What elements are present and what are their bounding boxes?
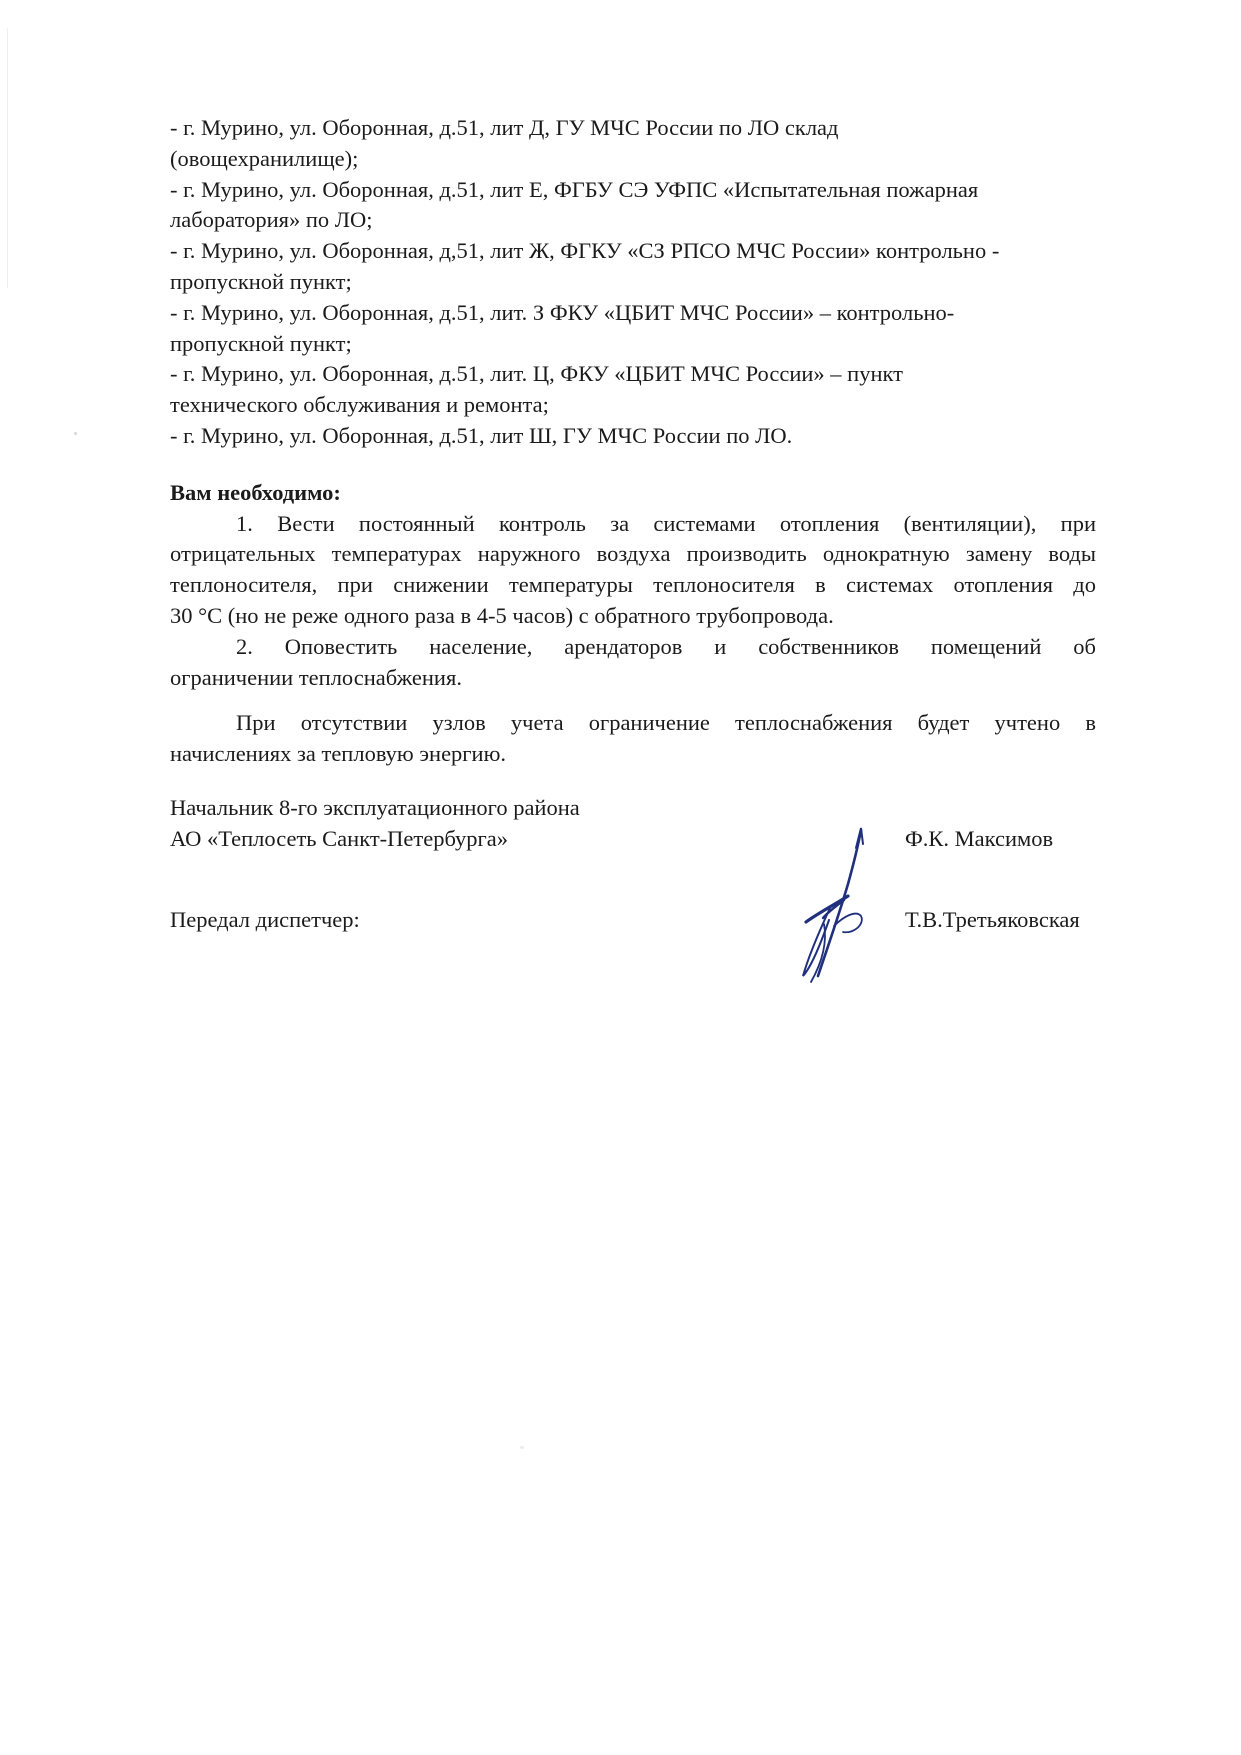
billing-note-paragraph (170, 708, 1096, 770)
signer-company-text: АО «Теплосеть Санкт-Петербурга» (170, 825, 509, 851)
address-list (170, 113, 1096, 452)
text-line: - г. Мурино, ул. Оборонная, д.51, лит. З ФКУ «ЦБИТ МЧС России» – контрольно- (170, 299, 955, 325)
handwritten-signature-icon (798, 806, 874, 984)
text-line: 1. Вести постоянный контроль за системами отопления (вентиляции), при (236, 510, 1096, 536)
dispatcher-line (170, 905, 1096, 936)
text-line: пропускной пункт; (170, 330, 352, 356)
scan-artifact-edge-line (7, 28, 8, 288)
dispatcher-label: Передал диспетчер: (170, 906, 360, 932)
text-line: - г. Мурино, ул. Оборонная, д.51, лит Ш, ГУ МЧС России по ЛО. (170, 422, 793, 448)
text-line: При отсутствии узлов учета ограничение теплоснабжения будет учтено в (236, 710, 1096, 736)
text-line: 2. Оповестить население, арендаторов и собственников помещений об (236, 633, 1096, 659)
text-line: - г. Мурино, ул. Оборонная, д.51, лит Е, ФГБУ СЭ УФПС «Испытательная пожарная (170, 176, 979, 202)
text-line: лаборатория» по ЛО; (170, 207, 373, 233)
text-line: 30 °С (но не реже одного раза в 4-5 часов) с обратного трубопровода. (170, 602, 834, 628)
instruction-1-paragraph (170, 509, 1096, 632)
text-line: - г. Мурино, ул. Оборонная, д.51, лит Д, ГУ МЧС России по ЛО склад (170, 115, 839, 140)
text-line: технического обслуживания и ремонта; (170, 392, 549, 418)
scan-artifact-speck (520, 1446, 524, 1449)
text-line: ограничении теплоснабжения. (170, 664, 462, 690)
letter-body (170, 113, 1096, 935)
signer-position-line-2 (170, 824, 1096, 855)
text-line: пропускной пункт; (170, 268, 352, 294)
text-line: (овощехранилище); (170, 145, 359, 171)
text-line: теплоносителя, при снижении температуры теплоносителя в системах отопления до (170, 572, 1096, 598)
text-line: - г. Мурино, ул. Оборонная, д.51, лит. Ц, ФКУ «ЦБИТ МЧС России» – пункт (170, 361, 903, 387)
scan-artifact-speck (74, 432, 77, 435)
text-line: отрицательных температурах наружного воздуха производить однократную замену воды (170, 541, 1096, 567)
signer-position-text: Начальник 8-го эксплуатационного района (170, 794, 580, 820)
text-line: - г. Мурино, ул. Оборонная, д,51, лит Ж, ФГКУ «СЗ РПСО МЧС России» контрольно - (170, 238, 1000, 264)
section-heading: Вам необходимо: (170, 479, 341, 505)
text-line: начислениях за тепловую энергию. (170, 741, 507, 767)
signer-name: Ф.К. Максимов (905, 825, 1054, 851)
instruction-2-paragraph (170, 632, 1096, 694)
signer-position-line-1 (170, 793, 1096, 824)
dispatcher-name: Т.В.Третьяковская (905, 906, 1080, 932)
